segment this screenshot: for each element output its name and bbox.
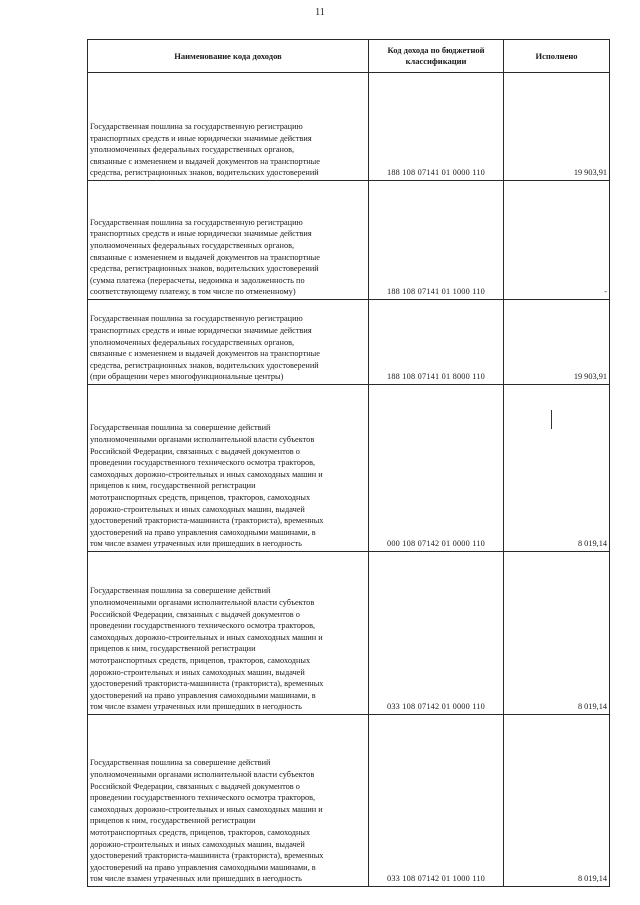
revenue-table <box>87 39 610 887</box>
income-name-line: прицепов к ним, государственной регистрации <box>90 481 256 491</box>
income-name-line: удостоверений на право управления самоходными машинами, в <box>90 862 316 872</box>
income-name-line: Государственная пошлина за совершение действий <box>90 586 271 596</box>
income-name-line: уполномоченных федеральных государственных органов, <box>90 145 295 155</box>
income-name-line: дорожно-строительных и иных самоходных машин, выдачей <box>90 667 305 677</box>
income-name-line: проведении государственного технического осмотра тракторов, <box>90 458 316 468</box>
page-number: 11 <box>315 7 325 18</box>
income-name-line: уполномоченными органами исполнительной власти субъектов <box>90 598 315 608</box>
income-code-cell: 188 108 07141 01 8000 110 <box>369 300 504 385</box>
income-name-line: Государственная пошлина за совершение действий <box>90 423 271 433</box>
income-name-line: связанные с изменением и выдачей документов на транспортные <box>90 156 320 166</box>
table-row <box>88 300 610 385</box>
income-name-line: удостоверений тракториста-машиниста (тракториста), временных <box>90 851 324 861</box>
income-name-line: Государственная пошлина за государственную регистрацию <box>90 122 303 132</box>
income-name-line: Государственная пошлина за совершение действий <box>90 758 271 768</box>
executed-amount-cell: 19 903,91 <box>504 300 610 385</box>
executed-amount-cell: 8 019,14 <box>504 552 610 715</box>
income-name-line: связанные с изменением и выдачей документов на транспортные <box>90 349 320 359</box>
income-name-line: том числе взамен утраченных или пришедших в негодность <box>90 874 302 884</box>
income-name-line: уполномоченных федеральных государственных органов, <box>90 241 295 251</box>
table-row <box>88 552 610 715</box>
income-name-line: уполномоченными органами исполнительной власти субъектов <box>90 770 315 780</box>
income-name-line: самоходных дорожно-строительных и иных самоходных машин и <box>90 804 323 814</box>
income-name-cell <box>88 552 369 715</box>
income-name-line: мототранспортных средств, прицепов, тракторов, самоходных <box>90 828 311 838</box>
table-row <box>88 385 610 552</box>
table-row <box>88 715 610 887</box>
income-code-cell: 000 108 07142 01 0000 110 <box>369 385 504 552</box>
income-name-line: удостоверений на право управления самоходными машинами, в <box>90 527 316 537</box>
income-name-line: Российской Федерации, связанных с выдачей документов о <box>90 446 300 456</box>
income-name-line: удостоверений на право управления самоходными машинами, в <box>90 690 316 700</box>
income-name-line: самоходных дорожно-строительных и иных самоходных машин и <box>90 469 323 479</box>
income-name-line: средства, регистрационных знаков, водительских удостоверений <box>90 360 319 370</box>
income-name-line: удостоверений тракториста-машиниста (тракториста), временных <box>90 679 324 689</box>
income-name-line: транспортных средств и иные юридически значимые действия <box>90 133 312 143</box>
income-name-line: дорожно-строительных и иных самоходных машин, выдачей <box>90 839 305 849</box>
income-name-line: средства, регистрационных знаков, водительских удостоверений <box>90 264 319 274</box>
income-name-line: удостоверений тракториста-машиниста (тракториста), временных <box>90 516 324 526</box>
income-name-line: прицепов к ним, государственной регистрации <box>90 644 256 654</box>
income-code-cell: 033 108 07142 01 0000 110 <box>369 552 504 715</box>
income-name-line: том числе взамен утраченных или пришедших в негодность <box>90 702 302 712</box>
table-row <box>88 73 610 181</box>
income-name-cell <box>88 715 369 887</box>
income-name-cell <box>88 73 369 181</box>
income-name-line: проведении государственного технического осмотра тракторов, <box>90 621 316 631</box>
income-code-cell: 188 108 07141 01 0000 110 <box>369 73 504 181</box>
executed-amount-cell: 19 903,91 <box>504 73 610 181</box>
income-code-cell: 188 108 07141 01 1000 110 <box>369 181 504 300</box>
income-name-cell <box>88 300 369 385</box>
header-executed: Исполнено <box>504 40 610 73</box>
income-name-line: прицепов к ним, государственной регистрации <box>90 816 256 826</box>
income-name-cell <box>88 181 369 300</box>
executed-amount-cell: 8 019,14 <box>504 385 610 552</box>
income-name-line: самоходных дорожно-строительных и иных самоходных машин и <box>90 632 323 642</box>
income-name-line: Российской Федерации, связанных с выдачей документов о <box>90 781 300 791</box>
income-name-line: уполномоченными органами исполнительной власти субъектов <box>90 435 315 445</box>
income-name-line: мототранспортных средств, прицепов, тракторов, самоходных <box>90 493 311 503</box>
income-name-cell <box>88 385 369 552</box>
income-name-line: дорожно-строительных и иных самоходных машин, выдачей <box>90 504 305 514</box>
income-name-line: соответствующему платежу, в том числе по отмененному) <box>90 287 296 297</box>
executed-amount-cell: - <box>504 181 610 300</box>
income-name-line: транспортных средств и иные юридически значимые действия <box>90 229 312 239</box>
header-code: Код дохода по бюджетной классификации <box>369 40 504 73</box>
income-name-line: связанные с изменением и выдачей документов на транспортные <box>90 252 320 262</box>
income-name-line: проведении государственного технического осмотра тракторов, <box>90 793 316 803</box>
income-name-line: (при обращении через многофункциональные центры) <box>90 372 284 382</box>
table-row <box>88 181 610 300</box>
income-name-line: транспортных средств и иные юридически значимые действия <box>90 326 312 336</box>
header-name: Наименование кода доходов <box>88 40 369 73</box>
pen-mark <box>551 410 552 429</box>
income-name-line: том числе взамен утраченных или пришедших в негодность <box>90 539 302 549</box>
table-header-row <box>88 40 610 73</box>
income-name-line: Государственная пошлина за государственную регистрацию <box>90 217 303 227</box>
income-name-line: уполномоченных федеральных государственных органов, <box>90 337 295 347</box>
income-name-line: (сумма платежа (перерасчеты, недоимка и задолженность по <box>90 275 305 285</box>
income-name-line: Государственная пошлина за государственную регистрацию <box>90 314 303 324</box>
income-name-line: Российской Федерации, связанных с выдачей документов о <box>90 609 300 619</box>
income-name-line: мототранспортных средств, прицепов, тракторов, самоходных <box>90 656 311 666</box>
income-name-line: средства, регистрационных знаков, водительских удостоверений <box>90 168 319 178</box>
income-code-cell: 033 108 07142 01 1000 110 <box>369 715 504 887</box>
executed-amount-cell: 8 019,14 <box>504 715 610 887</box>
